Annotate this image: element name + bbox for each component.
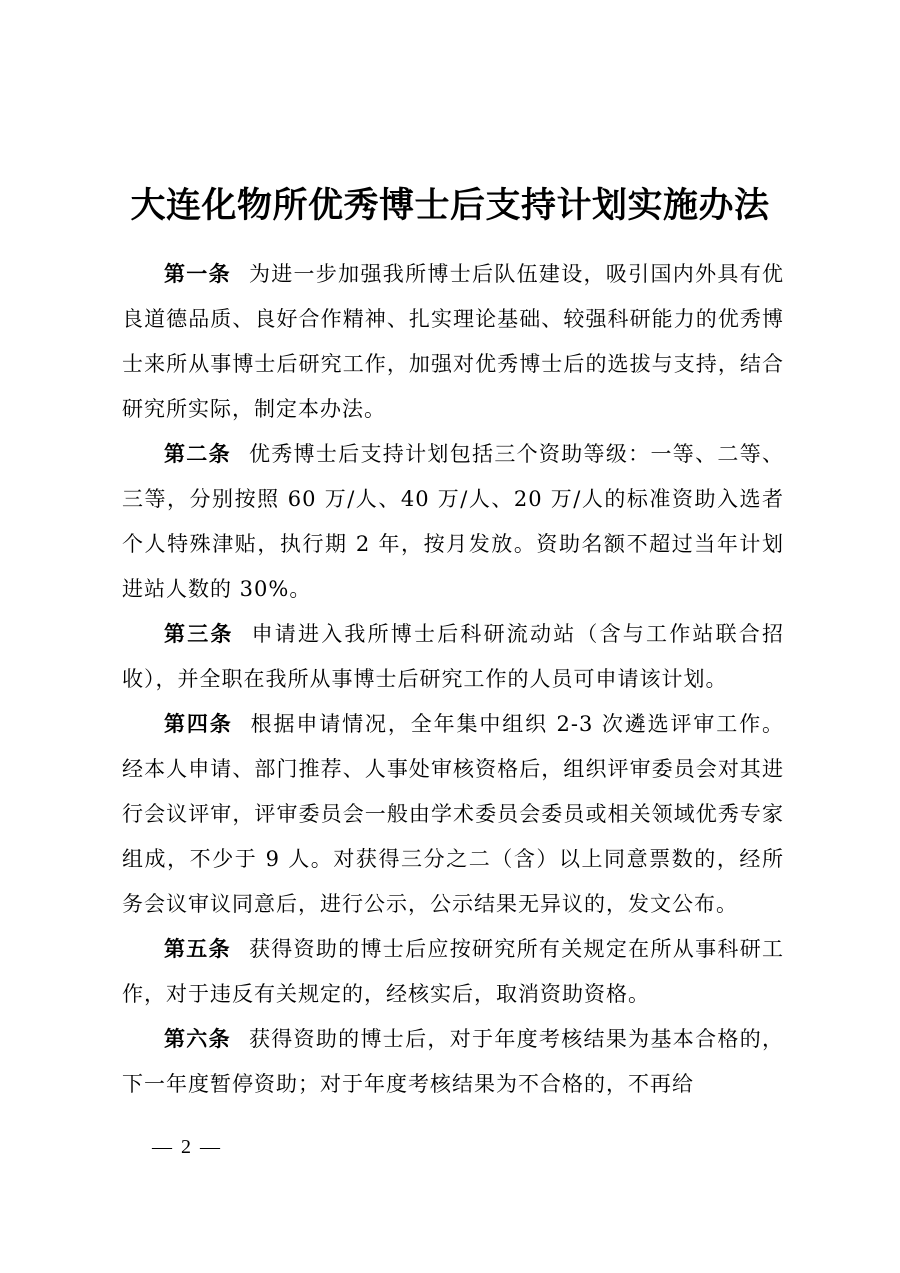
article-1: [122, 252, 784, 432]
article-label: 第六条: [164, 1027, 231, 1051]
article-label: 第三条: [164, 622, 234, 646]
article-text: 获得资助的博士后，对于年度考核结果为基本合格的，下一年度暂停资助；对于年度考核结果为不合格的，不再给: [122, 1027, 785, 1096]
article-text: 根据申请情况，全年集中组织 2-3 次遴选评审工作。经本人申请、部门推荐、人事处审核资格后，组织评审委员会对其进行会议评审，评审委员会一般由学术委员会委员或相关领域优秀专家组成，不少于 9 人。对获得三分之二（含）以上同意票数的，经所务会议审议同意后，进行公示，公示结果无异议的，发文公布。: [122, 712, 784, 916]
document-title: 大连化物所优秀博士后支持计划实施办法: [130, 185, 770, 227]
article-label: 第四条: [164, 712, 233, 736]
article-6: [122, 1017, 784, 1107]
article-label: 第五条: [164, 937, 231, 961]
article-5: [122, 927, 784, 1017]
article-text: 为进一步加强我所博士后队伍建设，吸引国内外具有优良道德品质、良好合作精神、扎实理论基础、较强科研能力的优秀博士来所从事博士后研究工作，加强对优秀博士后的选拔与支持，结合研究所实际，制定本办法。: [122, 262, 785, 421]
article-2: [122, 432, 784, 612]
article-text: 优秀博士后支持计划包括三个资助等级：一等、二等、三等，分别按照 60 万/人、40 万/人、20 万/人的标准资助入选者个人特殊津贴，执行期 2 年，按月发放。资助名额不超过当年计划进站人数的 30%。: [122, 442, 785, 601]
article-label: 第二条: [164, 442, 231, 466]
document-body: [122, 252, 784, 1107]
article-4: [122, 702, 784, 927]
page-number: — 2 —: [152, 1136, 222, 1158]
article-text: 申请进入我所博士后科研流动站（含与工作站联合招收），并全职在我所从事博士后研究工作的人员可申请该计划。: [122, 622, 785, 691]
article-3: [122, 612, 784, 702]
article-label: 第一条: [164, 262, 231, 286]
article-text: 获得资助的博士后应按研究所有关规定在所从事科研工作，对于违反有关规定的，经核实后，取消资助资格。: [122, 937, 785, 1006]
